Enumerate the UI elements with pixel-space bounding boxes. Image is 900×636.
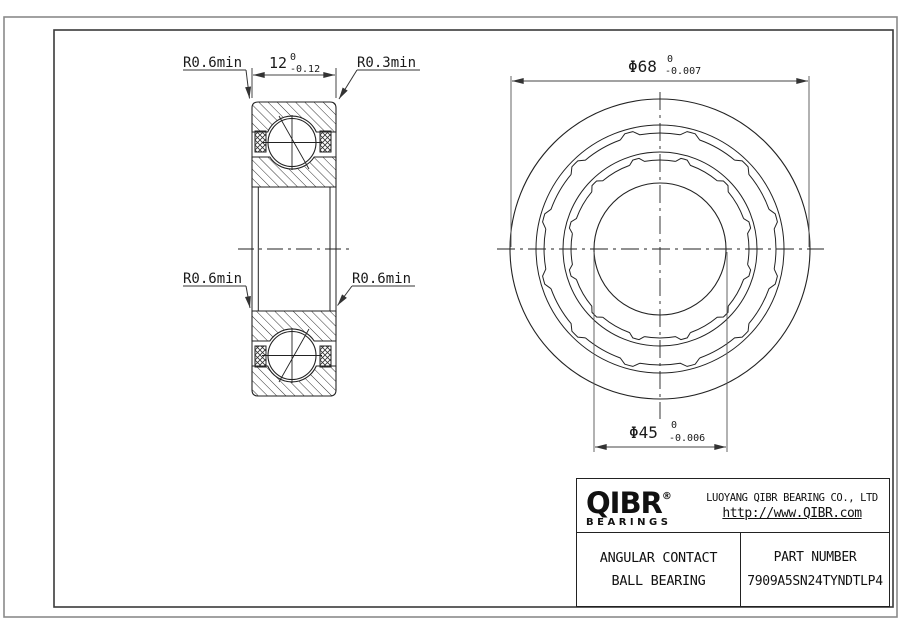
width-value: 12 [269,54,288,72]
od-lower-tol: -0.007 [665,66,702,77]
cage-section-bottom-right [320,346,331,367]
bore-lower-tol: -0.006 [669,433,706,444]
title-block-header-row [577,479,889,533]
part-number-value: 7909A5SN24TYNDTLP4 [747,574,883,589]
title-block [576,478,890,607]
qibr-logo [586,484,695,520]
callout-top-right-label: R0.3min [357,55,417,71]
website-link[interactable]: http://www.QIBR.com [722,506,862,521]
registered-trademark-icon: ® [661,491,672,502]
callout-top-right-leader [339,70,357,99]
callout-bottom-left-label: R0.6min [183,271,243,287]
logo-subtext: BEARINGS [586,517,672,528]
callout-bottom-right-label: R0.6min [352,271,412,287]
cage-section-top-left [255,131,266,152]
product-type-line2: BALL BEARING [611,573,706,589]
od-upper-tol: 0 [667,54,674,65]
bore-extension-lines [594,252,727,452]
logo-cell [577,479,695,532]
width-upper-tol: 0 [290,52,297,63]
callout-bottom-right-leader [338,286,353,306]
company-cell [695,479,889,532]
width-dimension [252,52,336,98]
width-lower-tol: -0.12 [290,64,321,75]
title-block-bottom-row [577,533,889,606]
cage-section-bottom-left [255,346,266,367]
part-number-cell [741,533,889,606]
bore-value: Φ45 [629,423,658,442]
bore-upper-tol: 0 [671,420,678,431]
od-value: Φ68 [628,57,657,76]
company-name: LUOYANG QIBR BEARING CO., LTD [706,492,878,504]
bore-face-lines [252,187,336,311]
front-view [497,92,824,419]
product-type-cell [577,533,741,606]
section-view [238,102,351,396]
callout-top-left-label: R0.6min [183,55,243,71]
cage-section-top-right [320,131,331,152]
callout-top-left-leader [246,70,250,99]
part-number-label: PART NUMBER [773,550,857,565]
bore-diameter-dimension [594,252,727,452]
callout-bottom-left-leader [246,286,250,308]
logo-text: QIBR [586,486,662,520]
product-type-line1: ANGULAR CONTACT [599,550,718,566]
